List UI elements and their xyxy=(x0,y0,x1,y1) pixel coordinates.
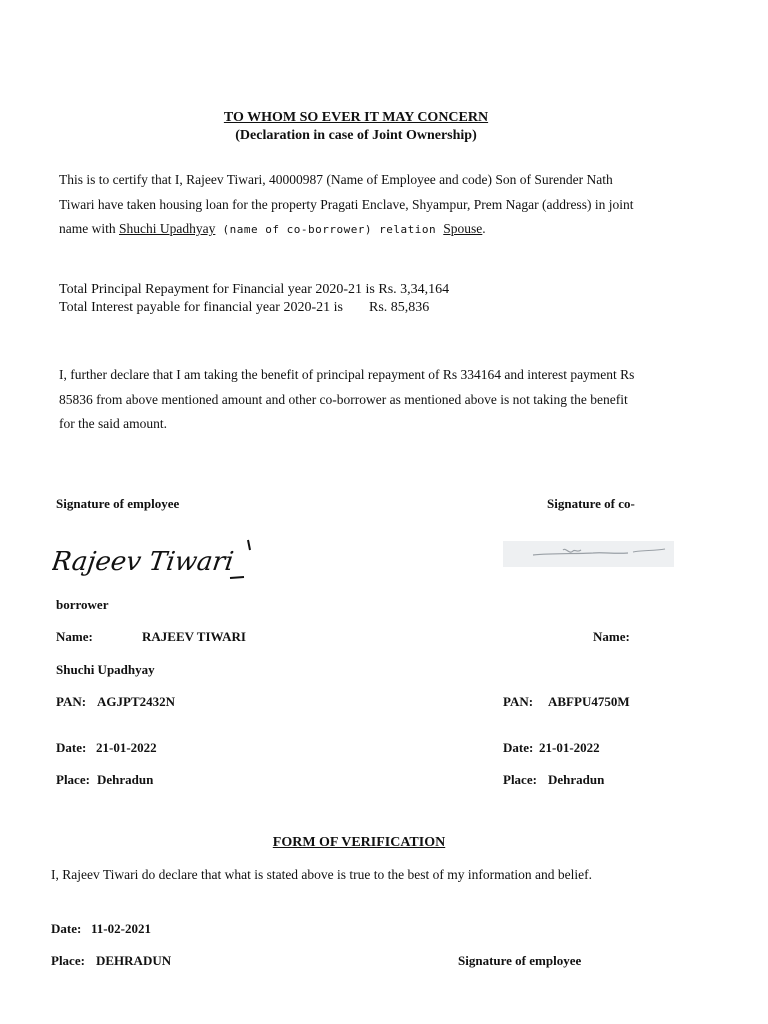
employee-place-value: Dehradun xyxy=(97,772,154,787)
coborrower-place-value: Dehradun xyxy=(548,772,605,787)
employee-signature-text: Rajeev Tiwari xyxy=(52,547,236,577)
further-line-3: for the said amount. xyxy=(59,416,167,431)
coborrower-name-value: Shuchi Upadhyay xyxy=(56,662,155,677)
document-subtitle: (Declaration in case of Joint Ownership) xyxy=(235,128,477,143)
verification-date-label: Date: xyxy=(51,921,82,936)
coborrower-signature-label-cont: borrower xyxy=(56,597,109,612)
verification-title: FORM OF VERIFICATION xyxy=(272,835,446,850)
coborrower-date-label: Date: xyxy=(503,740,534,755)
certify-line-1: This is to certify that I, Rajeev Tiwari, 40000987 (Name of Employee and code) Son of Surender Nath xyxy=(59,172,613,187)
certify-period: . xyxy=(482,221,486,236)
employee-date-value: 21-01-2022 xyxy=(96,740,157,755)
coborrower-place-label: Place: xyxy=(503,772,537,787)
coborrower-signature-label: Signature of co- xyxy=(547,496,635,511)
relation-value: Spouse xyxy=(443,221,483,236)
interest-payable-amount: Rs. 85,836 xyxy=(369,300,430,315)
certify-line-2: Tiwari have taken housing loan for the property Pragati Enclave, Shyampur, Prem Nagar (address) in joint xyxy=(59,196,634,212)
principal-repayment: Total Principal Repayment for Financial year 2020-21 is Rs. 3,34,164 xyxy=(59,282,450,297)
coborrower-date-value: 21-01-2022 xyxy=(539,740,600,755)
coborrower-pan-value: ABFPU4750M xyxy=(548,694,630,709)
further-line-1: I, further declare that I am taking the benefit of principal repayment of Rs 334164 and interest payment Rs xyxy=(59,367,635,382)
verification-statement: I, Rajeev Tiwari do declare that what is stated above is true to the best of my information and belief. xyxy=(51,867,592,882)
further-declaration xyxy=(59,363,657,437)
employee-signature-svg xyxy=(52,532,270,584)
employee-signature-image xyxy=(52,532,270,584)
further-line-2: 85836 from above mentioned amount and other co-borrower as mentioned above is not taking the benefit xyxy=(59,391,628,407)
interest-payable-label: Total Interest payable for financial year 2020-21 is xyxy=(59,300,343,315)
document-title: TO WHOM SO EVER IT MAY CONCERN xyxy=(223,110,489,125)
verification-signature-label: Signature of employee xyxy=(458,953,582,968)
employee-signature-label: Signature of employee xyxy=(56,496,180,511)
employee-date-label: Date: xyxy=(56,740,87,755)
employee-name-value: RAJEEV TIWARI xyxy=(142,629,246,644)
verification-place-value: DEHRADUN xyxy=(96,953,172,968)
employee-name-label: Name: xyxy=(56,629,93,644)
verification-place-label: Place: xyxy=(51,953,85,968)
certify-line-3-prefix: name with xyxy=(59,221,119,236)
employee-place-label: Place: xyxy=(56,772,90,787)
coborrower-signature-image xyxy=(503,541,674,567)
certify-line-3 xyxy=(59,217,657,243)
employee-pan-label: PAN: xyxy=(56,694,87,709)
certify-paragraph xyxy=(59,168,657,243)
co-borrower-name: Shuchi Upadhyay xyxy=(119,221,216,236)
co-borrower-label: (name of co-borrower) relation xyxy=(215,223,444,236)
coborrower-pan-label: PAN: xyxy=(503,694,534,709)
coborrower-signature-svg xyxy=(503,541,674,567)
coborrower-name-label: Name: xyxy=(593,629,630,644)
verification-date-value: 11-02-2021 xyxy=(91,921,151,936)
employee-pan-value: AGJPT2432N xyxy=(97,694,175,709)
